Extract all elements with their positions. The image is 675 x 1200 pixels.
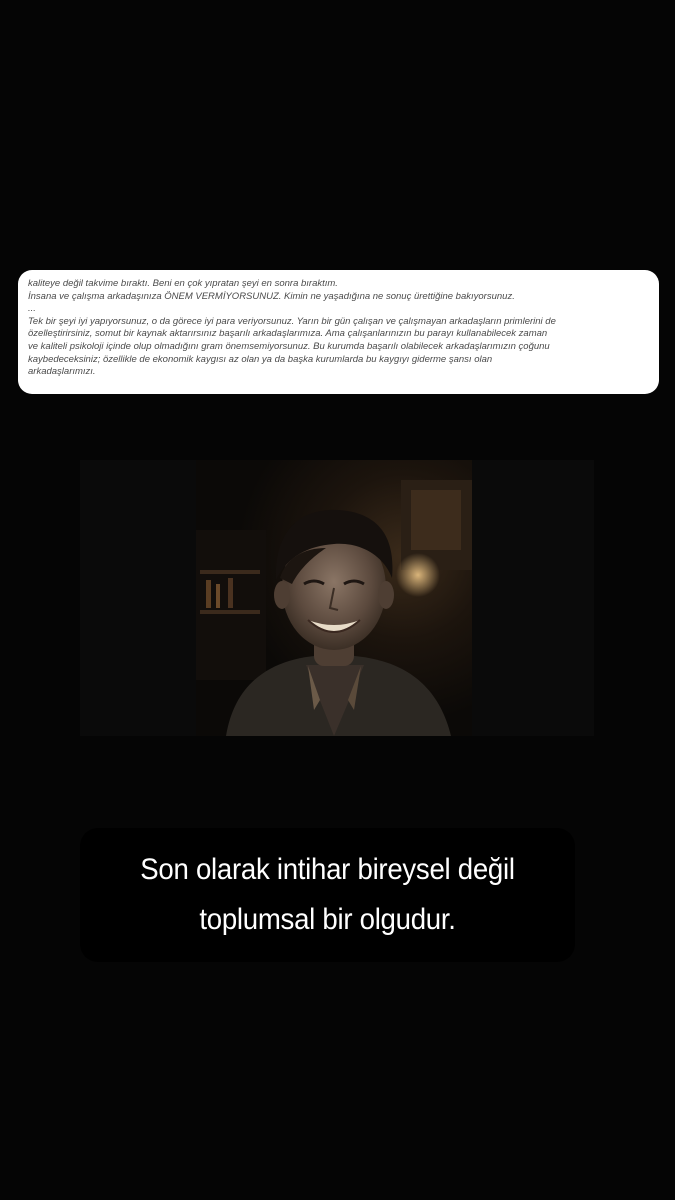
quote-line: özelleştirirsiniz, somut bir kaynak aktarırsınız başarılı arkadaşlarımıza. Ama çalışanlarınızın bu parayı kullanabilecek zaman: [28, 328, 548, 340]
quote-line: İnsana ve çalışma arkadaşınıza ÖNEM VERMİYORSUNUZ. Kimin ne yaşadığına ne sonuç ürettiğine bakıyorsunuz.: [28, 290, 515, 302]
portrait-photo: [196, 460, 472, 736]
quote-line: kaliteye değil takvime bıraktı. Beni en çok yıpratan şeyi en sonra bıraktım.: [28, 278, 338, 289]
caption-line-2: toplumsal bir olgudur.: [199, 903, 456, 936]
quote-line: ve kaliteli psikoloji içinde olup olmadığını gram önemsemiyorsunuz. Bu kurumda başarılı olabilecek arkadaşlarımızın çoğunu: [28, 340, 550, 352]
quote-line: arkadaşlarımızı.: [28, 366, 96, 378]
quote-line: Tek bir şeyi iyi yapıyorsunuz, o da görece iyi para veriyorsunuz. Yarın bir gün çalışan ve çalışmayan arkadaşların primlerini de: [28, 315, 556, 327]
quote-line: kaybedeceksiniz; özellikle de ekonomik kaygısı az olan ya da başka kurumlarda bu kaygıyı giderme şansı olan: [28, 353, 493, 365]
quote-card: [18, 270, 659, 394]
caption-box: [80, 828, 575, 962]
caption-line-1: Son olarak intihar bireysel değil: [140, 853, 515, 886]
quote-line: ...: [28, 303, 36, 315]
portrait-image: [196, 460, 472, 736]
